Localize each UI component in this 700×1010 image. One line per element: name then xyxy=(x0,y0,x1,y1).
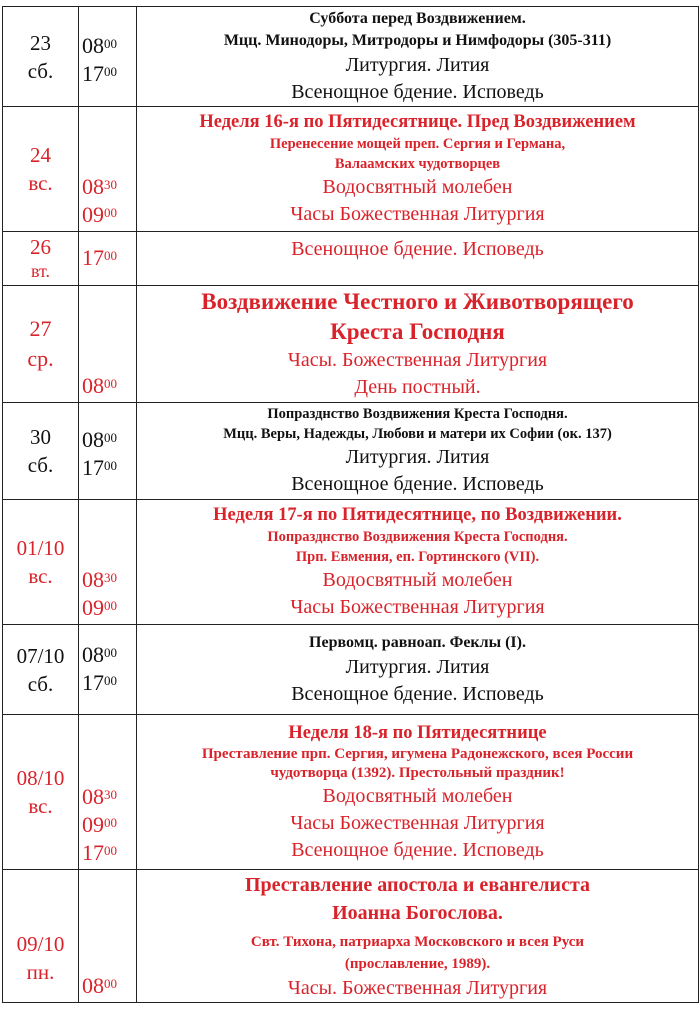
event-line: День постный. xyxy=(354,376,481,398)
service-time: $17^{00}$ xyxy=(82,60,117,86)
times-cell xyxy=(79,715,137,870)
events-cell xyxy=(137,7,699,107)
event-line: Мцц. Минодоры, Митродоры и Нимфодоры (305-311) xyxy=(223,31,612,49)
event-line: Иоанна Богослова. xyxy=(332,901,503,924)
schedule-row xyxy=(3,286,699,403)
events-cell xyxy=(137,232,699,286)
weekday: вс. xyxy=(28,564,53,588)
service-time: $09^{00}$ xyxy=(82,812,117,837)
date-cell xyxy=(3,107,79,232)
events-cell xyxy=(137,500,699,625)
date-cell xyxy=(3,7,79,107)
date-cell xyxy=(3,870,79,1003)
schedule-row xyxy=(3,625,699,715)
event-line: Прп. Евмения, еп. Гортинского (VII). xyxy=(295,549,540,565)
day-number: 30 xyxy=(30,425,51,449)
event-line: Преставление апостола и евангелиста xyxy=(244,873,591,896)
weekday: вс. xyxy=(28,171,53,195)
event-line: Литургия. Лития xyxy=(345,53,490,76)
event-line: Часы. Божественная Литургия xyxy=(287,349,548,371)
date-cell xyxy=(3,715,79,870)
day-number: 07/10 xyxy=(16,643,65,668)
event-line: Попразднство Воздвижения Креста Господня. xyxy=(267,529,568,545)
event-line: Попразднство Воздвижения Креста Господня. xyxy=(267,406,568,422)
date-cell xyxy=(3,625,79,715)
event-line: Всенощное бдение. Исповедь xyxy=(291,838,544,861)
events-cell xyxy=(137,870,699,1003)
times-cell xyxy=(79,107,137,232)
day-number: 08/10 xyxy=(16,766,65,790)
event-line: (прославление, 1989). xyxy=(344,955,491,972)
events-cell xyxy=(137,107,699,232)
event-line: чудотворца (1392). Престольный праздник! xyxy=(270,764,565,781)
schedule-row xyxy=(3,500,699,625)
service-time: $17^{00}$ xyxy=(82,669,117,695)
day-number: 24 xyxy=(30,143,51,167)
times-cell xyxy=(79,286,137,403)
service-time: $08^{30}$ xyxy=(82,567,117,592)
events-cell xyxy=(137,715,699,870)
weekday: пн. xyxy=(26,960,55,984)
times-cell xyxy=(79,870,137,1003)
event-line: Неделя 16-я по Пятидесятнице. Пред Воздвижением xyxy=(199,112,636,132)
times-cell xyxy=(79,232,137,286)
weekday: сб. xyxy=(27,671,54,696)
event-line: Водосвятный молебен xyxy=(322,569,513,591)
event-line: Всенощное бдение. Исповедь xyxy=(291,473,544,495)
schedule-row xyxy=(3,107,699,232)
day-number: 26 xyxy=(30,234,51,259)
service-time: $17^{00}$ xyxy=(82,244,117,270)
date-cell xyxy=(3,286,79,403)
times-cell xyxy=(79,625,137,715)
service-time: $09^{00}$ xyxy=(82,595,117,620)
service-time: $08^{00}$ xyxy=(82,32,117,58)
schedule-row xyxy=(3,870,699,1003)
date-cell xyxy=(3,232,79,286)
weekday: ср. xyxy=(27,346,54,371)
weekday: сб. xyxy=(27,58,54,83)
day-number: 09/10 xyxy=(16,932,65,956)
events-cell xyxy=(137,403,699,500)
date-cell xyxy=(3,403,79,500)
schedule-table xyxy=(2,6,699,1003)
times-cell xyxy=(79,500,137,625)
event-line: Неделя 17-я по Пятидесятнице, по Воздвижении. xyxy=(213,505,622,525)
event-line: Часы Божественная Литургия xyxy=(290,811,545,834)
service-time: $08^{00}$ xyxy=(82,973,117,998)
schedule-row xyxy=(3,715,699,870)
event-line: Неделя 18-я по Пятидесятнице xyxy=(288,722,547,743)
schedule-row xyxy=(3,7,699,107)
event-line: Валаамских чудотворцев xyxy=(334,156,501,172)
events-cell xyxy=(137,286,699,403)
schedule-row xyxy=(3,403,699,500)
event-line: Часы Божественная Литургия xyxy=(290,596,545,618)
event-line: Часы. Божественная Литургия xyxy=(287,976,548,999)
event-line: Водосвятный молебен xyxy=(322,176,513,198)
weekday: вс. xyxy=(28,794,53,818)
service-time: $17^{00}$ xyxy=(82,840,117,865)
event-line: Свт. Тихона, патриарха Московского и всея Руси xyxy=(250,933,585,950)
event-line: Преставление прп. Сергия, игумена Радонежского, всея России xyxy=(201,745,634,762)
day-number: 01/10 xyxy=(16,536,65,560)
event-line: Мцц. Веры, Надежды, Любови и матери их Софии (ок. 137) xyxy=(223,426,612,442)
event-line: Всенощное бдение. Исповедь xyxy=(291,682,544,705)
event-line: Всенощное бдение. Исповедь xyxy=(291,80,544,103)
times-cell xyxy=(79,7,137,107)
event-line: Литургия. Лития xyxy=(345,446,490,468)
service-time: $08^{00}$ xyxy=(82,641,117,667)
service-time: $08^{30}$ xyxy=(82,784,117,809)
day-number: 23 xyxy=(30,30,51,55)
event-line: Часы Божественная Литургия xyxy=(290,203,545,225)
events-cell xyxy=(137,625,699,715)
event-line: Перенесение мощей преп. Сергия и Германа, xyxy=(269,136,566,152)
times-cell xyxy=(79,403,137,500)
event-line: Первомц. равноап. Феклы (I). xyxy=(309,633,526,651)
schedule-row xyxy=(3,232,699,286)
event-line: Водосвятный молебен xyxy=(322,784,513,807)
service-time: $09^{00}$ xyxy=(82,202,117,227)
weekday: вт. xyxy=(30,260,51,281)
service-time: $08^{30}$ xyxy=(82,174,117,199)
event-line: Воздвижение Честного и Животворящего xyxy=(201,289,634,314)
event-line: Литургия. Лития xyxy=(345,655,490,678)
service-time: $08^{00}$ xyxy=(82,427,117,452)
event-line: Всенощное бдение. Исповедь xyxy=(291,238,544,260)
service-time: $17^{00}$ xyxy=(82,455,117,480)
weekday: сб. xyxy=(27,453,54,477)
event-line: Креста Господня xyxy=(330,319,505,344)
event-line: Суббота перед Воздвижением. xyxy=(309,9,526,27)
service-time: $08^{00}$ xyxy=(82,373,117,398)
date-cell xyxy=(3,500,79,625)
day-number: 27 xyxy=(29,316,52,341)
